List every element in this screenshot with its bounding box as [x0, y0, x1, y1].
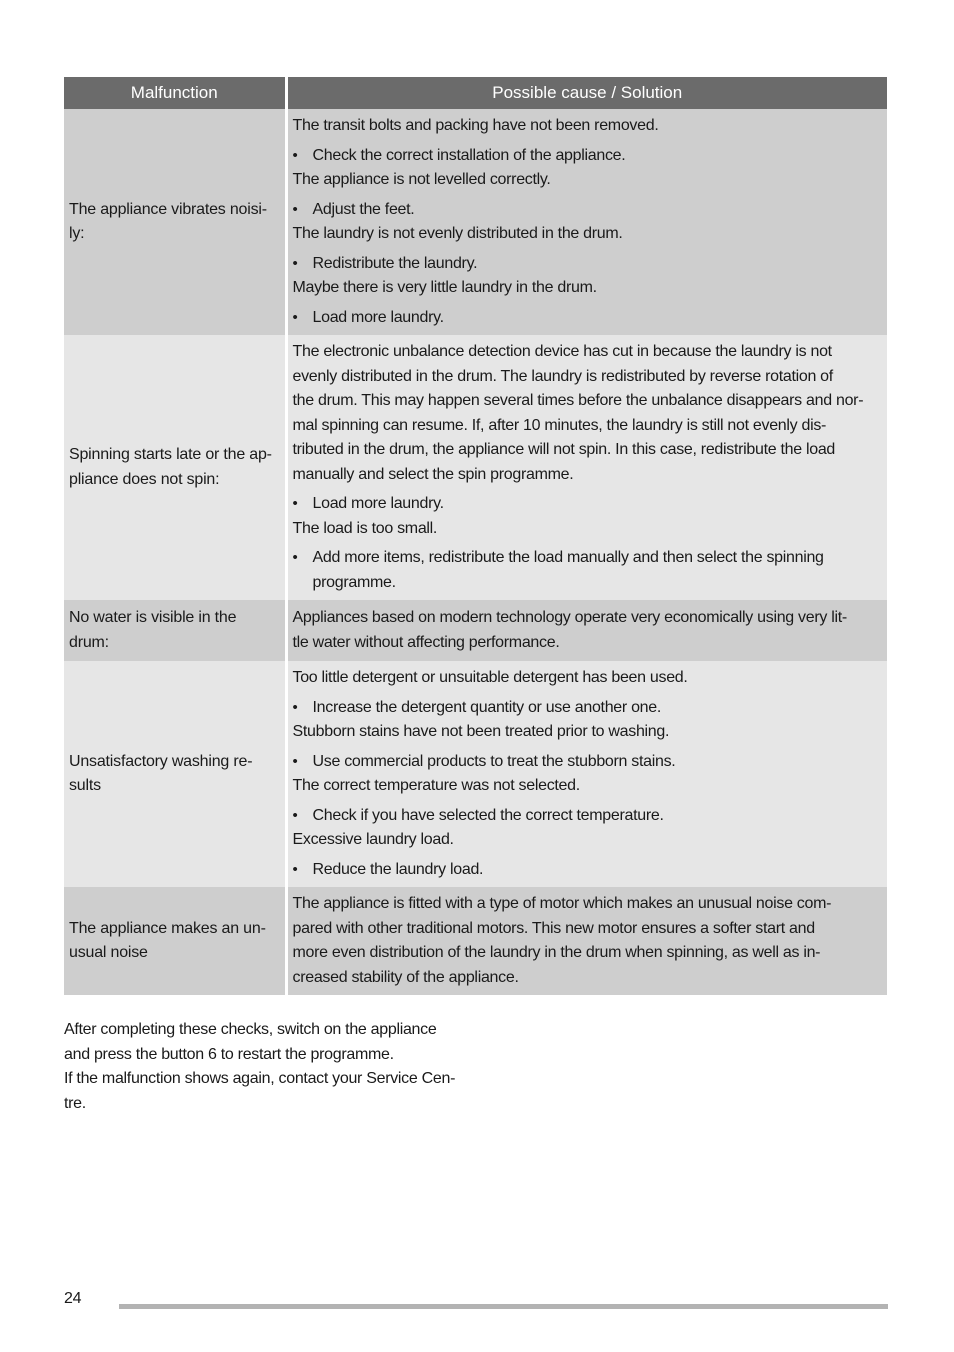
- solution-line: The electronic unbalance detection device has cut in because the laundry is not: [292, 343, 832, 360]
- solution-text: [293, 828, 880, 853]
- solution-line: programme.: [312, 573, 396, 591]
- solution-bullet-text: [313, 804, 664, 829]
- solution-line: evenly distributed in the drum. The laundry is redistributed by reverse rotation of: [292, 367, 833, 385]
- footer-note: [64, 1018, 469, 1116]
- solution-text: [293, 892, 880, 990]
- malfunction-cell: [64, 887, 286, 995]
- bullet-icon: •: [292, 254, 298, 272]
- solution-line: manually and select the spin programme.: [292, 465, 574, 483]
- malfunction-cell: [64, 600, 286, 661]
- footer-note-line: After completing these checks, switch on the appliance: [64, 1021, 437, 1038]
- solution-line: Excessive laundry load.: [292, 831, 454, 848]
- footer-divider-bar: [119, 1304, 888, 1309]
- solution-bullet: [293, 306, 880, 331]
- bullet-icon: •: [292, 308, 298, 326]
- table-row: [64, 335, 887, 600]
- solution-text: [293, 168, 880, 193]
- malfunction-text: sults: [69, 777, 101, 794]
- footer-note-line: If the malfunction shows again, contact your Service Cen-: [64, 1070, 456, 1087]
- solution-line: mal spinning can resume. If, after 10 minutes, the laundry is still not evenly dis-: [292, 416, 827, 434]
- table-header-row: [64, 77, 887, 109]
- footer-note-line: [64, 1043, 469, 1068]
- malfunction-text: Unsatisfactory washing re-: [69, 752, 253, 770]
- malfunction-text: pliance does not spin:: [69, 470, 220, 488]
- solution-text: [293, 774, 880, 799]
- bullet-icon: •: [292, 752, 298, 770]
- solution-bullet-text: [313, 492, 444, 517]
- solution-line: Increase the detergent quantity or use another one.: [312, 698, 662, 716]
- solution-line: The transit bolts and packing have not been removed.: [292, 117, 659, 134]
- table-row: [64, 661, 887, 887]
- solution-bullet-text: [313, 858, 484, 883]
- table-row: [64, 109, 887, 335]
- solution-cell: [286, 661, 887, 887]
- table-row: [64, 600, 887, 661]
- solution-line: creased stability of the appliance.: [292, 968, 519, 986]
- bullet-icon: •: [292, 698, 298, 716]
- solution-line: more even distribution of the laundry in the drum when spinning, as well as in-: [292, 944, 821, 961]
- solution-cell: [286, 600, 887, 661]
- solution-line: Check if you have selected the correct temperature.: [312, 806, 664, 824]
- bullet-icon: •: [292, 860, 298, 878]
- malfunction-cell: [64, 661, 286, 887]
- footer-note-text: and press the button: [64, 1045, 209, 1063]
- solution-bullet-text: [313, 750, 676, 775]
- malfunction-text: Spinning starts late or the ap-: [69, 446, 272, 463]
- malfunction-text: drum:: [69, 633, 109, 651]
- solution-line: The correct temperature was not selected.: [292, 777, 580, 794]
- solution-line: The laundry is not evenly distributed in the drum.: [292, 225, 623, 242]
- solution-bullet: [293, 546, 880, 595]
- solution-line: The appliance is fitted with a type of motor which makes an unusual noise com-: [292, 895, 832, 912]
- solution-line: Appliances based on modern technology operate very economically using very lit-: [292, 609, 847, 626]
- troubleshooting-table: [64, 77, 887, 995]
- solution-line: Redistribute the laundry.: [312, 254, 478, 272]
- table-body: [64, 109, 887, 995]
- solution-line: Maybe there is very little laundry in the drum.: [292, 279, 597, 296]
- malfunction-cell: [64, 109, 286, 335]
- solution-bullet: [293, 696, 880, 721]
- solution-text: [293, 276, 880, 301]
- header-possible-cause-solution: Possible cause / Solution: [286, 77, 887, 109]
- solution-line: tle water without affecting performance.: [292, 633, 560, 651]
- button-number: 6: [208, 1045, 217, 1063]
- footer-note-line: tre.: [64, 1094, 86, 1112]
- page-number: 24: [64, 1290, 82, 1307]
- solution-text: [293, 114, 880, 139]
- solution-line: the drum. This may happen several times before the unbalance disappears and nor-: [292, 392, 864, 409]
- bullet-icon: •: [292, 200, 298, 218]
- solution-line: Load more laundry.: [312, 308, 444, 326]
- solution-bullet: [293, 804, 880, 829]
- solution-line: Adjust the feet.: [312, 200, 415, 218]
- bullet-icon: •: [292, 806, 298, 824]
- solution-text: [293, 666, 880, 691]
- solution-line: Reduce the laundry load.: [312, 860, 484, 878]
- solution-text: [293, 606, 880, 655]
- solution-bullet: [293, 252, 880, 277]
- solution-bullet: [293, 858, 880, 883]
- solution-line: Check the correct installation of the appliance.: [312, 146, 626, 164]
- solution-line: The appliance is not levelled correctly.: [292, 171, 551, 188]
- solution-cell: [286, 887, 887, 995]
- malfunction-text: usual noise: [69, 944, 148, 961]
- solution-bullet-text: [313, 546, 824, 595]
- solution-bullet: [293, 492, 880, 517]
- solution-bullet-text: [313, 306, 444, 331]
- solution-line: pared with other traditional motors. This new motor ensures a softer start and: [292, 919, 815, 937]
- solution-bullet-text: [313, 252, 478, 277]
- table-row: [64, 887, 887, 995]
- solution-line: The load is too small.: [292, 519, 438, 537]
- solution-text: [293, 340, 880, 487]
- malfunction-text: ly:: [69, 225, 85, 242]
- solution-text: [293, 517, 880, 542]
- solution-line: Load more laundry.: [312, 495, 444, 512]
- solution-line: Too little detergent or unsuitable detergent has been used.: [292, 669, 688, 686]
- solution-text: [293, 222, 880, 247]
- bullet-icon: •: [292, 549, 298, 566]
- bullet-icon: •: [292, 146, 298, 164]
- footer-note-text: to restart the programme.: [216, 1045, 394, 1063]
- solution-line: Stubborn stains have not been treated prior to washing.: [292, 723, 670, 740]
- solution-bullet: [293, 750, 880, 775]
- solution-bullet-text: [313, 198, 415, 223]
- malfunction-text: The appliance makes an un-: [69, 919, 266, 937]
- solution-bullet-text: [313, 696, 662, 721]
- malfunction-text: The appliance vibrates noisi-: [69, 200, 267, 218]
- bullet-icon: •: [292, 495, 298, 512]
- solution-cell: [286, 109, 887, 335]
- malfunction-cell: [64, 335, 286, 600]
- solution-bullet-text: [313, 144, 626, 169]
- solution-line: Add more items, redistribute the load manually and then select the spinning: [312, 549, 824, 566]
- solution-bullet: [293, 198, 880, 223]
- solution-text: [293, 720, 880, 745]
- solution-line: tributed in the drum, the appliance will not spin. In this case, redistribute the load: [292, 441, 836, 458]
- malfunction-text: No water is visible in the: [69, 609, 237, 626]
- solution-line: Use commercial products to treat the stubborn stains.: [312, 752, 676, 770]
- solution-cell: [286, 335, 887, 600]
- solution-bullet: [293, 144, 880, 169]
- header-malfunction: Malfunction: [64, 77, 286, 109]
